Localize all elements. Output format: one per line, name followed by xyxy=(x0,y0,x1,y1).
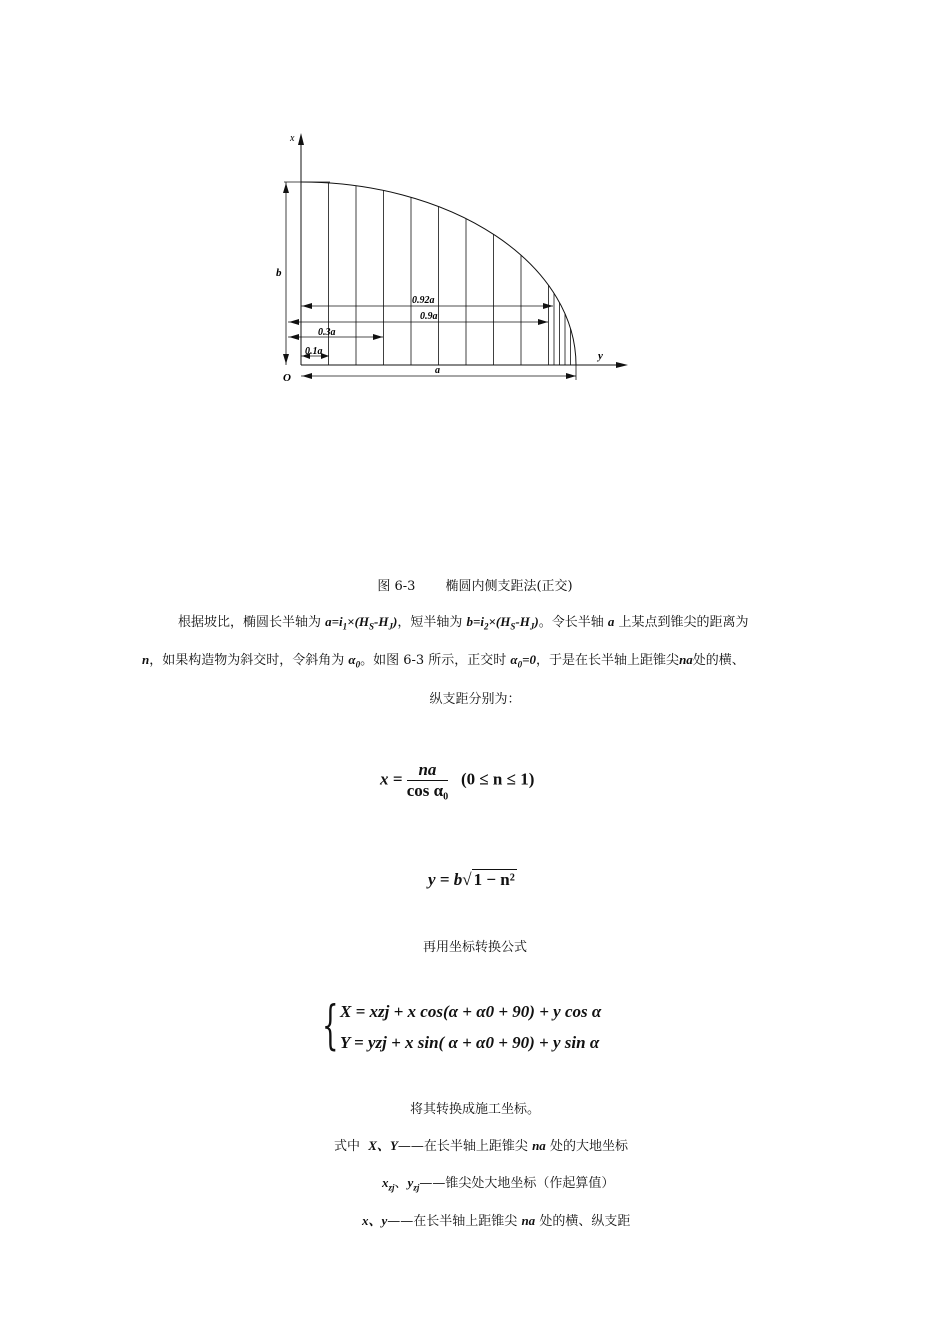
equation-x xyxy=(380,760,534,801)
definition-3 xyxy=(362,1210,630,1229)
text: b=i xyxy=(466,614,485,629)
system-line-1: X = xzj + x cos(α + α0 + 90) + y cos α xyxy=(340,1002,602,1021)
label-a: a xyxy=(435,365,440,376)
figure-caption xyxy=(0,575,950,594)
system-line-2: Y = yzj + x sin( α + α0 + 90) + y sin α xyxy=(340,1033,600,1052)
figure-number: 图 6-3 xyxy=(377,579,416,594)
dim-09a-arrow-r xyxy=(538,319,548,325)
definition-2 xyxy=(382,1172,614,1193)
text: =0 xyxy=(522,652,537,667)
b-label: b xyxy=(276,267,282,279)
eq-lhs: y = b xyxy=(428,870,463,889)
y-axis-label: y xyxy=(598,350,603,362)
var-na: na xyxy=(532,1138,546,1153)
dim-a-arrow-l xyxy=(302,373,312,379)
text: -H xyxy=(515,614,530,629)
text: ×(H xyxy=(347,614,370,629)
var-a: a xyxy=(607,614,615,629)
label-09a: 0.9a xyxy=(420,311,438,322)
b-arrow-bottom xyxy=(283,354,289,364)
radicand: 1 − n² xyxy=(473,870,515,889)
definition-1 xyxy=(334,1135,628,1154)
text: 处的横、纵支距 xyxy=(539,1214,631,1229)
condition: (0 ≤ n ≤ 1) xyxy=(460,769,535,789)
text: 上某点到锥尖的距离为 xyxy=(614,615,749,630)
text: ——在长半轴上距锥尖 xyxy=(387,1214,518,1229)
dim-03a-arrow-r xyxy=(373,334,383,340)
text: α xyxy=(348,652,356,667)
fraction xyxy=(407,760,449,801)
text: ) xyxy=(393,614,398,629)
text: a=i xyxy=(325,614,343,629)
ellipse-diagram xyxy=(270,125,640,395)
var-na: na xyxy=(521,1213,536,1228)
label-03a: 0.3a xyxy=(318,327,336,338)
paragraph-line-3: 纵支距分别为： xyxy=(429,692,521,707)
text: ——锥尖处大地坐标（作起算值） xyxy=(419,1176,615,1191)
dim-03a-arrow-l xyxy=(289,334,299,340)
sub: S xyxy=(510,621,516,632)
text: -H xyxy=(374,614,389,629)
figure-title: 椭圆内侧支距法(正交) xyxy=(445,579,573,594)
text: ×(H xyxy=(488,614,511,629)
text: 根据坡比，椭圆长半轴为 xyxy=(178,615,326,630)
var-n: n xyxy=(142,652,150,667)
text: 、 xyxy=(394,1176,408,1191)
sub: zj xyxy=(388,1182,395,1193)
sub: zj xyxy=(413,1182,420,1193)
eq-lhs: x = xyxy=(380,769,403,789)
sub: J xyxy=(529,621,535,632)
text-construction: 将其转换成施工坐标。 xyxy=(409,1102,540,1117)
paragraph-line-2 xyxy=(142,650,745,675)
sqrt-sign: √ xyxy=(462,870,472,889)
sub: 2 xyxy=(484,621,489,632)
dim-09a-arrow-l xyxy=(289,319,299,325)
paragraph-line-1 xyxy=(178,612,748,637)
label-092a: 0.92a xyxy=(412,295,435,306)
x-axis-arrow xyxy=(298,133,304,145)
label-01a: 0.1a xyxy=(305,346,323,357)
text: ，于是在长半轴上距锥尖 xyxy=(536,653,680,668)
text-convert: 再用坐标转换公式 xyxy=(422,940,527,955)
sub: J xyxy=(388,621,393,632)
var-x: x xyxy=(382,1175,389,1190)
origin-label: O xyxy=(283,372,291,384)
a-formula xyxy=(325,614,398,632)
var-na: na xyxy=(679,652,693,667)
text: ，短半轴为 xyxy=(397,615,467,630)
vars: x、y xyxy=(362,1213,388,1228)
sub: 1 xyxy=(342,621,348,632)
dim-092a-arrow-r xyxy=(543,303,553,309)
text: α xyxy=(510,652,518,667)
text: 处的大地坐标 xyxy=(549,1139,628,1154)
text: 。令长半轴 xyxy=(538,615,608,630)
sub: 0 xyxy=(355,659,361,670)
var-y: y xyxy=(407,1175,414,1190)
y-axis-arrow xyxy=(616,362,628,368)
equation-y xyxy=(428,870,517,890)
dim-a-arrow-r xyxy=(566,373,576,379)
text: 。如图 6-3 所示，正交时 xyxy=(360,653,511,668)
alpha0 xyxy=(348,652,361,670)
brace: { xyxy=(322,996,339,1056)
sub: 0 xyxy=(517,659,523,670)
equation-system xyxy=(322,996,622,1060)
numerator: na xyxy=(407,760,449,781)
denominator: cos α₀ xyxy=(406,781,449,800)
text: ) xyxy=(534,614,539,629)
ordinate-lines xyxy=(329,183,571,365)
sub: S xyxy=(369,621,375,632)
b-arrow-top xyxy=(283,183,289,193)
b-formula xyxy=(466,614,539,632)
alpha-eq xyxy=(510,652,537,670)
x-axis-label: x xyxy=(290,133,295,144)
text: 式中 xyxy=(334,1139,361,1154)
text: ——在长半轴上距锥尖 xyxy=(397,1139,528,1154)
dim-092a-arrow-l xyxy=(302,303,312,309)
text: ，如果构造物为斜交时，令斜角为 xyxy=(149,653,349,668)
text: 处的横、 xyxy=(692,653,745,668)
vars: X、Y xyxy=(368,1138,398,1153)
